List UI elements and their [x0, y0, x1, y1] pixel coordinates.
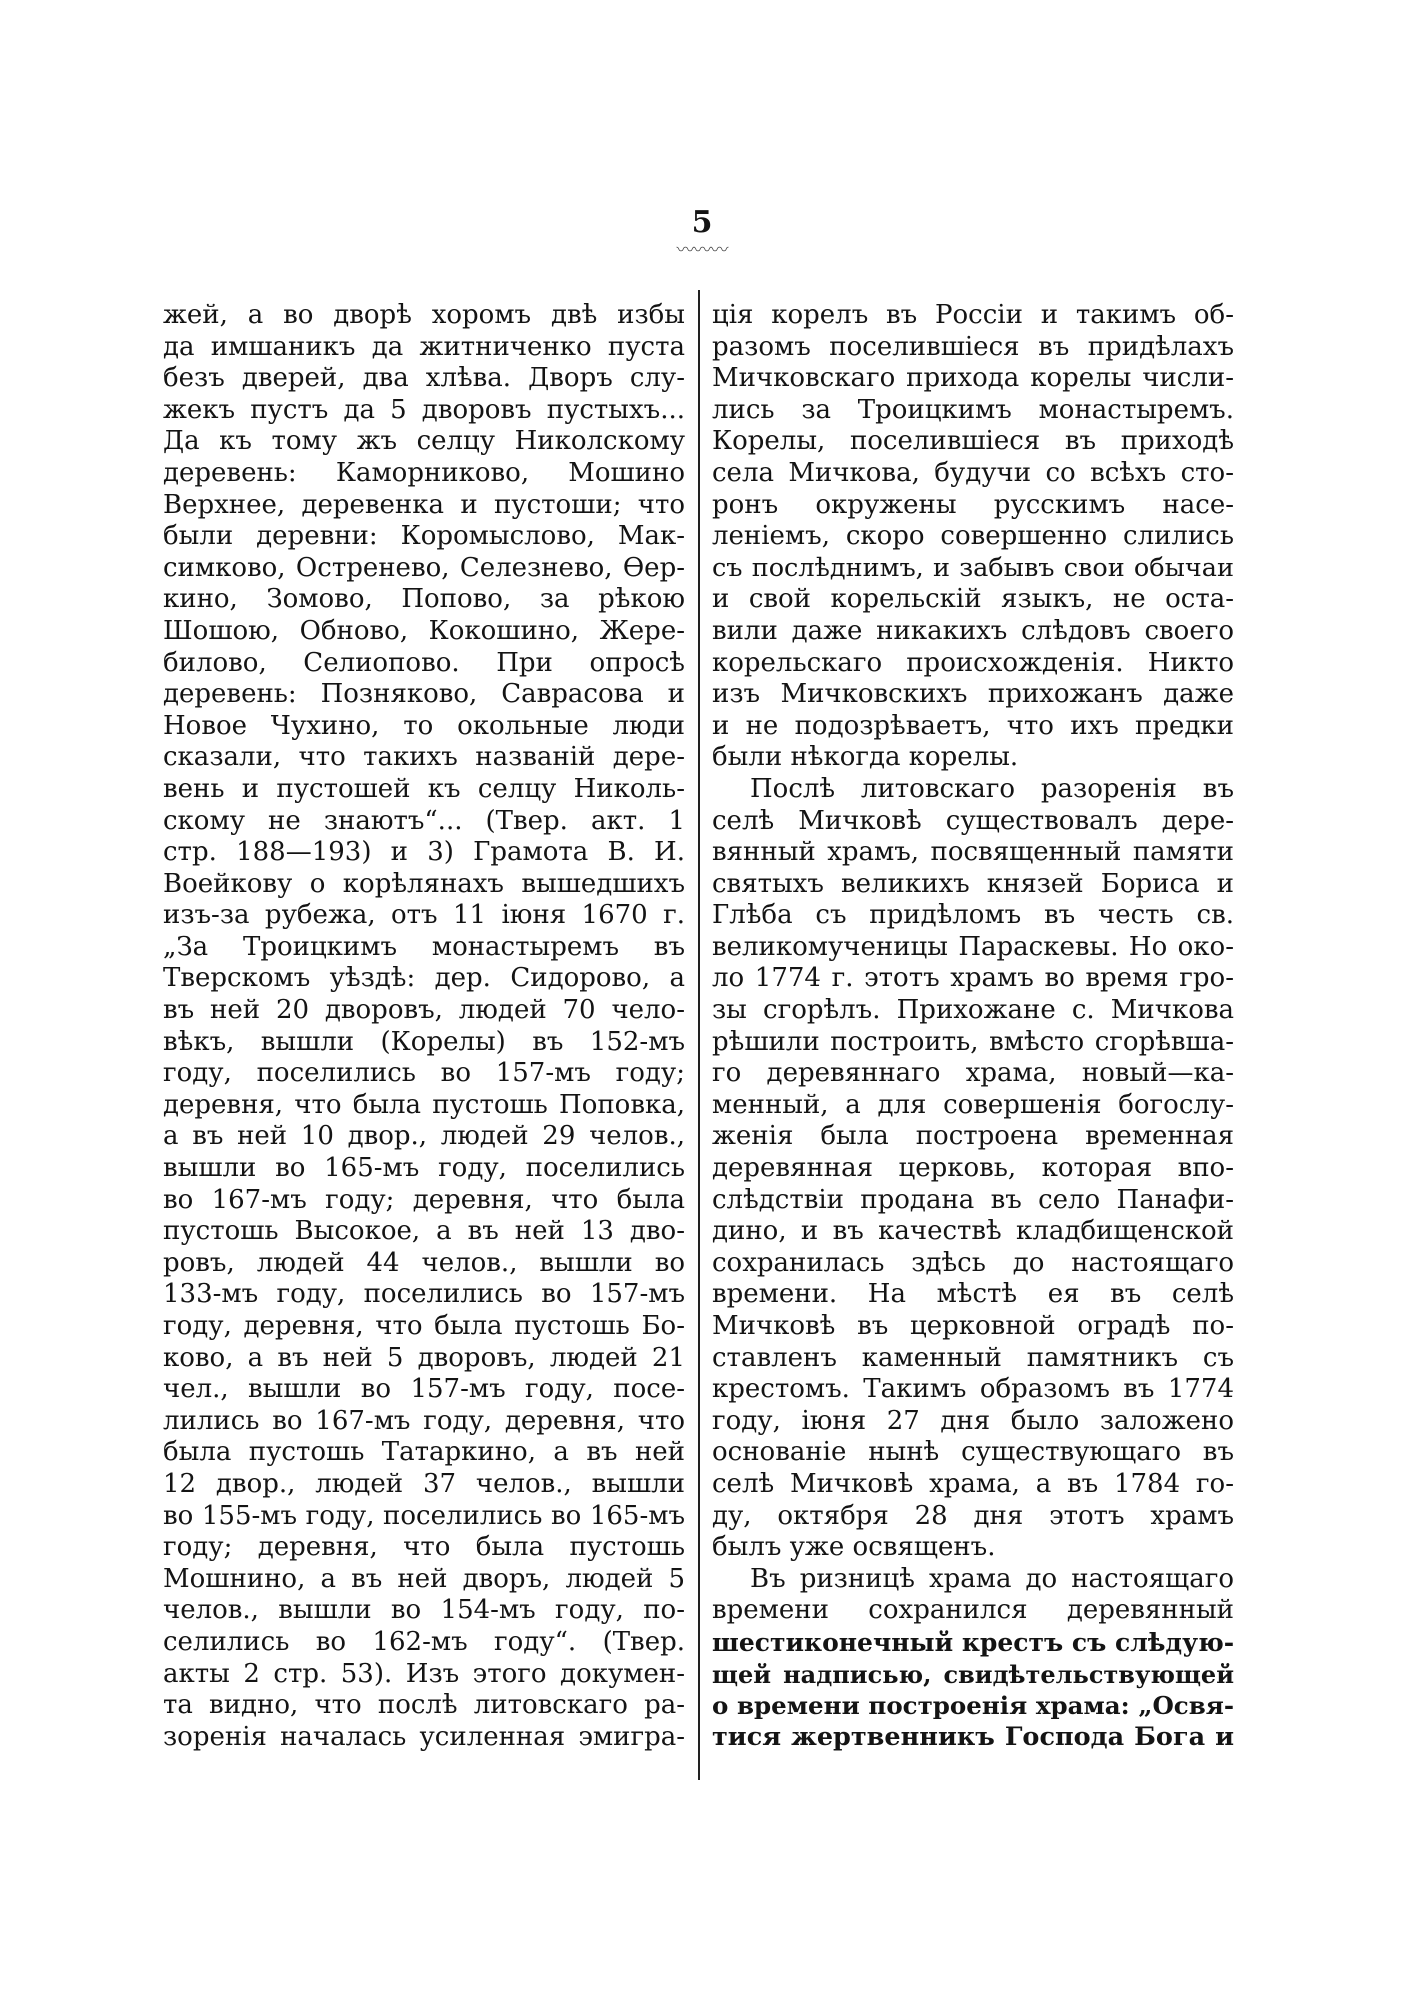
- text-line: крестомъ. Такимъ образомъ въ 1774: [712, 1374, 1234, 1405]
- text-line: „За Троицкимъ монастыремъ въ: [163, 931, 685, 962]
- text-line: пустошь Высокое, а въ ней 13 дво-: [163, 1216, 685, 1247]
- text-line: были нѣкогда корелы.: [712, 742, 1019, 773]
- text-line: деревня, что была пустошь Поповка,: [163, 1089, 685, 1120]
- text-line: 12 двор., людей 37 челов., вышли: [163, 1468, 685, 1499]
- text-line: деревень: Каморниково, Мошино: [163, 457, 685, 488]
- text-line: деревянная церковь, которая впо-: [712, 1153, 1234, 1184]
- text-line: Корелы, поселившіеся въ приходѣ: [712, 426, 1234, 457]
- text-line: да имшаникъ да житниченко пуста: [163, 331, 685, 362]
- text-line: Глѣба съ придѣломъ въ честь св.: [712, 900, 1234, 931]
- text-line: слѣдствіи продана въ село Панафи-: [712, 1184, 1234, 1215]
- text-line: изъ-за рубежа, отъ 11 іюня 1670 г.: [163, 900, 685, 931]
- text-line: и свой корельскій языкъ, не оста-: [712, 584, 1234, 615]
- text-line: жей, а во дворѣ хоромъ двѣ избы: [163, 300, 685, 330]
- text-line: зоренія началась усиленная эмигра-: [163, 1721, 685, 1752]
- text-line: стр. 188—193) и 3) Грамота В. И.: [163, 837, 685, 868]
- text-line: были деревни: Коромыслово, Мак-: [163, 521, 685, 552]
- text-line: вили даже никакихъ слѣдовъ своего: [712, 615, 1234, 646]
- text-line: корельскаго происхожденія. Никто: [712, 647, 1234, 678]
- text-line: щей надписью, свидѣтельствующей: [712, 1659, 1234, 1689]
- text-line: вянный храмъ, посвященный памяти: [712, 837, 1234, 868]
- text-line: году, іюня 27 дня было заложено: [712, 1405, 1234, 1436]
- text-line: Воейкову о корѣлянахъ вышедшихъ: [163, 868, 685, 899]
- text-line: чел., вышли во 157-мъ году, посе-: [163, 1374, 685, 1405]
- text-line: святыхъ великихъ князей Бориса и: [712, 868, 1234, 899]
- text-line: разомъ поселившіеся въ придѣлахъ: [712, 331, 1234, 362]
- text-line: лились во 167-мъ году, деревня, что: [163, 1405, 685, 1436]
- text-line: изъ Мичковскихъ прихожанъ даже: [712, 679, 1234, 710]
- text-line: сказали, что такихъ названій дере-: [163, 742, 685, 773]
- text-line: Да къ тому жъ селцу Николскому: [163, 426, 685, 457]
- text-line: времени. На мѣстѣ ея въ селѣ: [712, 1279, 1234, 1310]
- text-line: году; деревня, что была пустошь: [163, 1532, 685, 1563]
- text-line: сохранилась здѣсь до настоящаго: [712, 1247, 1234, 1278]
- text-line: тися жертвенникъ Господа Бога и: [712, 1721, 1234, 1752]
- text-line: въ ней 20 дворовъ, людей 70 чело-: [163, 995, 685, 1026]
- text-line: времени сохранился деревянный: [712, 1595, 1234, 1626]
- text-line: году, поселились во 157-мъ году;: [163, 1058, 685, 1089]
- right-column: [712, 300, 1234, 1753]
- text-line: великомученицы Параскевы. Но око-: [712, 931, 1234, 962]
- text-line: кино, Зомово, Попово, за рѣкою: [163, 584, 685, 615]
- text-line: симково, Остренево, Селезнево, Өер-: [163, 552, 685, 583]
- text-line: и не подозрѣваетъ, что ихъ предки: [712, 710, 1234, 741]
- text-line: дино, и въ качествѣ кладбищенской: [712, 1216, 1234, 1247]
- text-line: селѣ Мичковѣ существовалъ дере-: [712, 805, 1234, 836]
- text-line: ставленъ каменный памятникъ съ: [712, 1342, 1234, 1373]
- text-line: Мичковѣ въ церковной оградѣ по-: [712, 1311, 1234, 1341]
- text-line: была пустошь Татаркино, а въ ней: [163, 1437, 685, 1468]
- text-line: женія была построена временная: [712, 1121, 1234, 1152]
- text-line: ково, а въ ней 5 дворовъ, людей 21: [163, 1342, 685, 1373]
- text-line: та видно, что послѣ литовскаго ра-: [163, 1690, 685, 1721]
- text-line: билово, Селиопово. При опросѣ: [163, 647, 685, 678]
- text-line: скому не знаютъ“... (Твер. акт. 1: [163, 805, 685, 836]
- text-line: зы сгорѣлъ. Прихожане с. Мичкова: [712, 995, 1234, 1026]
- text-line: безъ дверей, два хлѣва. Дворъ слу-: [163, 363, 685, 394]
- page-number-ornament: 〰〰〰: [676, 240, 728, 261]
- text-line: ронъ окружены русскимъ насе-: [712, 489, 1234, 520]
- text-line: Въ ризницѣ храма до настоящаго: [750, 1563, 1234, 1594]
- text-line: 133-мъ году, поселились во 157-мъ: [163, 1279, 685, 1310]
- text-line: во 167-мъ году; деревня, что была: [163, 1184, 685, 1215]
- text-line: ло 1774 г. этотъ храмъ во время гро-: [712, 963, 1234, 994]
- text-line: селились во 162-мъ году“. (Твер.: [163, 1626, 685, 1657]
- text-line: деревень: Позняково, Саврасова и: [163, 679, 685, 710]
- text-line: го деревяннаго храма, новый—ка-: [712, 1058, 1234, 1089]
- text-line: съ послѣднимъ, и забывъ свои обычаи: [712, 552, 1234, 583]
- text-line: рѣшили построить, вмѣсто сгорѣвша-: [712, 1026, 1234, 1057]
- text-line: о времени построенія храма: „Освя-: [712, 1691, 1234, 1721]
- text-line: лись за Троицкимъ монастыремъ.: [712, 394, 1234, 425]
- text-line: ція корелъ въ Россіи и такимъ об-: [712, 300, 1234, 330]
- text-line: Мошнино, а въ ней дворъ, людей 5: [163, 1563, 685, 1594]
- text-line: акты 2 стр. 53). Изъ этого докумен-: [163, 1658, 685, 1689]
- text-line: Тверскомъ уѣздѣ: дер. Сидорово, а: [163, 963, 685, 994]
- text-line: челов., вышли во 154-мъ году, по-: [163, 1595, 685, 1626]
- text-line: былъ уже освященъ.: [712, 1532, 996, 1563]
- text-line: вышли во 165-мъ году, поселились: [163, 1153, 685, 1184]
- text-line: ровъ, людей 44 челов., вышли во: [163, 1247, 685, 1278]
- text-line: Шошою, Обново, Кокошино, Жере-: [163, 615, 685, 646]
- text-line: а въ ней 10 двор., людей 29 челов.,: [163, 1121, 685, 1152]
- text-line: Новое Чухино, то окольные люди: [163, 710, 685, 741]
- text-line: вѣкъ, вышли (Корелы) въ 152-мъ: [163, 1026, 685, 1057]
- text-line: жекъ пустъ да 5 дворовъ пустыхъ...: [163, 394, 685, 425]
- text-line: Мичковскаго прихода корелы числи-: [712, 363, 1234, 394]
- text-line: ду, октября 28 дня этотъ храмъ: [712, 1500, 1234, 1531]
- text-line: Послѣ литовскаго разоренія въ: [750, 773, 1234, 804]
- text-line: во 155-мъ году, поселились во 165-мъ: [163, 1500, 685, 1531]
- column-divider: [698, 290, 700, 1780]
- left-column: [163, 300, 685, 1753]
- text-line: менный, а для совершенія богослу-: [712, 1089, 1234, 1120]
- text-line: Верхнее, деревенка и пустоши; что: [163, 489, 685, 520]
- text-line: шестиконечный крестъ съ слѣдую-: [712, 1627, 1235, 1657]
- text-line: села Мичкова, будучи со всѣхъ сто-: [712, 457, 1234, 488]
- page-number: 5: [691, 205, 713, 240]
- text-line: селѣ Мичковѣ храма, а въ 1784 го-: [712, 1468, 1234, 1499]
- text-line: леніемъ, скоро совершенно слились: [712, 521, 1234, 552]
- text-line: году, деревня, что была пустошь Бо-: [163, 1311, 685, 1341]
- text-line: вень и пустошей къ селцу Николь-: [163, 773, 685, 804]
- text-line: основаніе нынѣ существующаго въ: [712, 1437, 1234, 1468]
